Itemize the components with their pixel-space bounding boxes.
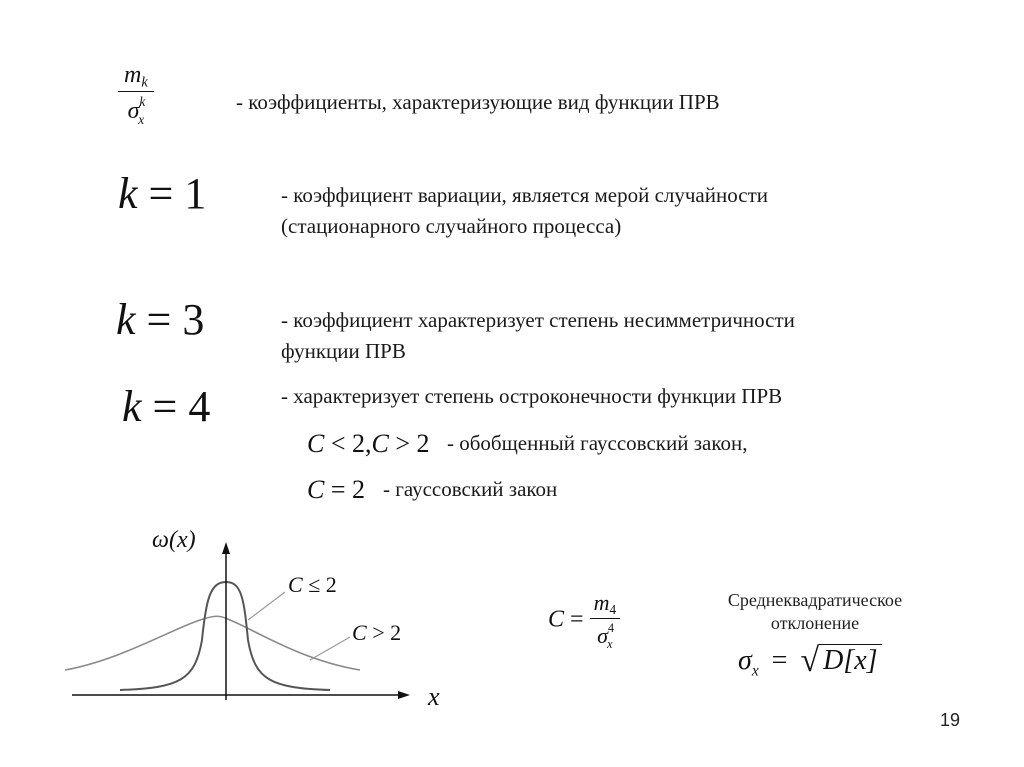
k1-description-line2: (стационарного случайного процесса) [281, 214, 622, 238]
k3-description-line2: функции ПРВ [281, 339, 406, 363]
wide-curve-label: C > 2 [352, 620, 402, 645]
formula-k1: k = 1 [118, 169, 207, 218]
gauss-description: - гауссовский закон [383, 477, 558, 501]
formula-c-not-2: C < 2,C > 2 [307, 429, 430, 458]
generalized-gauss-description: - обобщенный гауссовский закон, [447, 431, 748, 455]
y-axis-label: ω(x) [152, 527, 196, 553]
k4-description: - характеризует степень остроконечности функции ПРВ [281, 384, 783, 408]
rms-label-line1: Среднеквадратическое [727, 590, 903, 610]
rms-formula: $\sigma_x$ = √ D[x] [738, 642, 882, 681]
k1-description-line1: - коэффициент вариации, является мерой случайности [281, 183, 768, 207]
formula-c-definition: C = $\frac{m_4}{\sigma^4_x}$ [548, 590, 620, 652]
rms-label-line2: отклонение [770, 613, 860, 633]
wide-curve-pointer [310, 637, 350, 660]
x-axis-arrow [398, 691, 410, 699]
narrow-curve [120, 582, 330, 690]
narrow-curve-pointer [248, 592, 285, 620]
narrow-curve-label: C ≤ 2 [288, 572, 337, 597]
formula-k3: k = 3 [116, 295, 205, 344]
wide-curve [65, 616, 360, 670]
formula-c-equals-2: C = 2 [307, 475, 366, 504]
fraction-description: - коэффициенты, характеризующие вид функции ПРВ [236, 90, 720, 114]
page-number: 19 [940, 710, 961, 730]
k3-description-line1: - коэффициент характеризует степень несимметричности [281, 308, 795, 332]
formula-k4: k = 4 [122, 382, 211, 431]
y-axis-arrow [222, 542, 230, 554]
moment-ratio-fraction: $\frac{m_k}{\sigma^k_x}$ [118, 62, 154, 128]
sqrt-sign: √ [800, 642, 820, 679]
x-axis-label: x [428, 682, 440, 711]
